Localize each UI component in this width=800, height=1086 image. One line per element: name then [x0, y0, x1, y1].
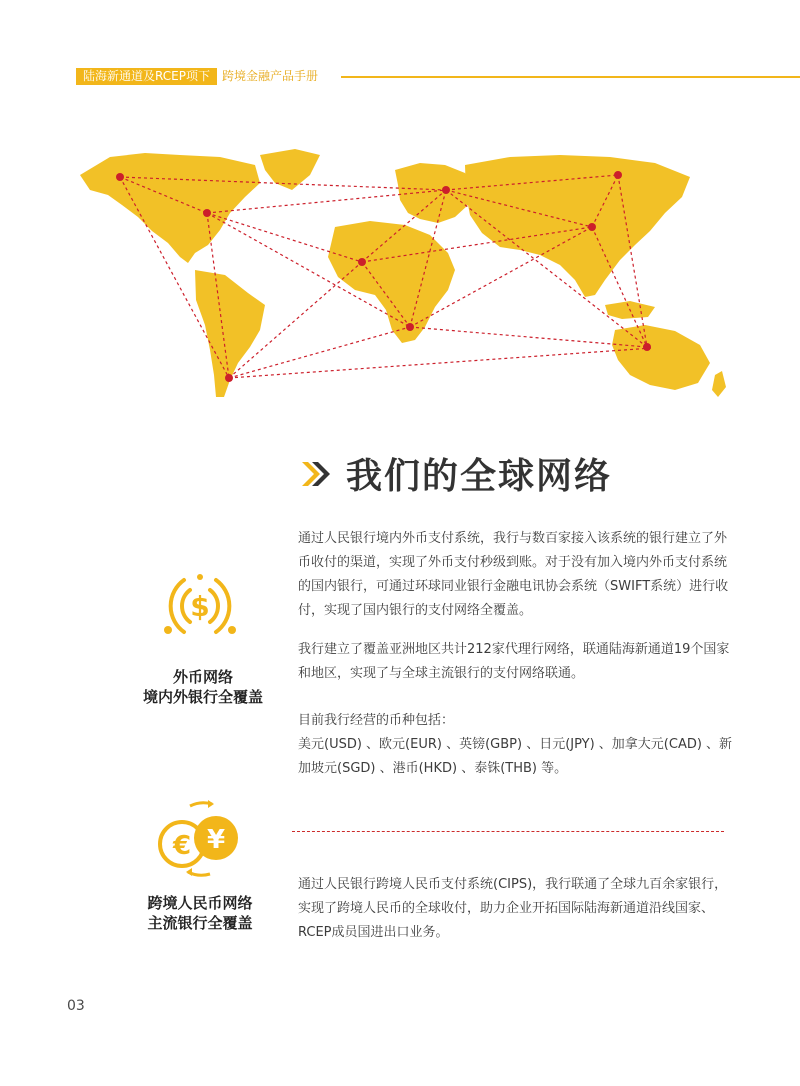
svg-text:¥: ¥ — [206, 825, 226, 855]
double-chevron-icon — [300, 458, 332, 490]
section-divider — [292, 831, 724, 832]
feature-label-rmb-network — [100, 893, 300, 933]
paragraph-currency-intro: 目前我行经营的币种包括： — [298, 713, 455, 728]
paragraph-currency-list: 美元(USD) 、欧元(EUR) 、英镑(GBP) 、日元(JPY) 、加拿大元(CAD) 、新加坡元(SGD) 、港币(HKD) 、泰铢(THB) 等。 — [298, 737, 733, 776]
australia-shape — [612, 325, 710, 390]
euro-yuan-exchange-icon — [150, 798, 250, 878]
feature-title: 跨境人民币网络 — [147, 894, 253, 912]
header-rule — [341, 76, 800, 78]
svg-text:€: € — [172, 831, 192, 861]
feature-subtitle: 主流银行全覆盖 — [147, 914, 253, 932]
feature-title: 外币网络 — [172, 668, 233, 686]
paragraph-correspondent-network: 我行建立了覆盖亚洲地区共计212家代理行网络，联通陆海新通道19个国家和地区，实现了与全球主流银行的支付网络联通。 — [298, 642, 730, 681]
section-title: 我们的全球网络 — [346, 456, 613, 497]
dollar-signal-icon — [160, 570, 240, 642]
asia-shape — [465, 155, 690, 297]
header-title: 跨境金融产品手册 — [222, 69, 319, 83]
paragraph-cips: 通过人民银行跨境人民币支付系统(CIPS)，我行联通了全球九百余家银行，实现了跨境人民币的全球收付，助力企业开拓国际陆海新通道沿线国家、RCEP成员国进出口业务。 — [298, 877, 728, 940]
feature-subtitle: 境内外银行全覆盖 — [142, 688, 263, 706]
page-number: 03 — [67, 998, 85, 1014]
north-america-shape — [80, 153, 260, 263]
new-zealand-shape — [712, 371, 726, 397]
header-tag: 陆海新通道及RCEP项下 — [76, 68, 217, 85]
feature-label-foreign-network — [103, 667, 303, 707]
paragraph-foreign-currency-system: 通过人民银行境内外币支付系统，我行与数百家接入该系统的银行建立了外币收付的渠道，实现了外币支付秒级到账。对于没有加入境内外币支付系统的国内银行，可通过环球同业银行金融电讯协会系统（SWIFT系统）进行收付，实现了国内银行的支付网络全覆盖。 — [298, 531, 729, 618]
svg-text:$: $ — [190, 590, 210, 623]
section-heading — [300, 448, 612, 499]
world-network-map-icon — [70, 135, 730, 415]
europe-shape — [395, 163, 475, 223]
africa-shape — [328, 221, 455, 343]
